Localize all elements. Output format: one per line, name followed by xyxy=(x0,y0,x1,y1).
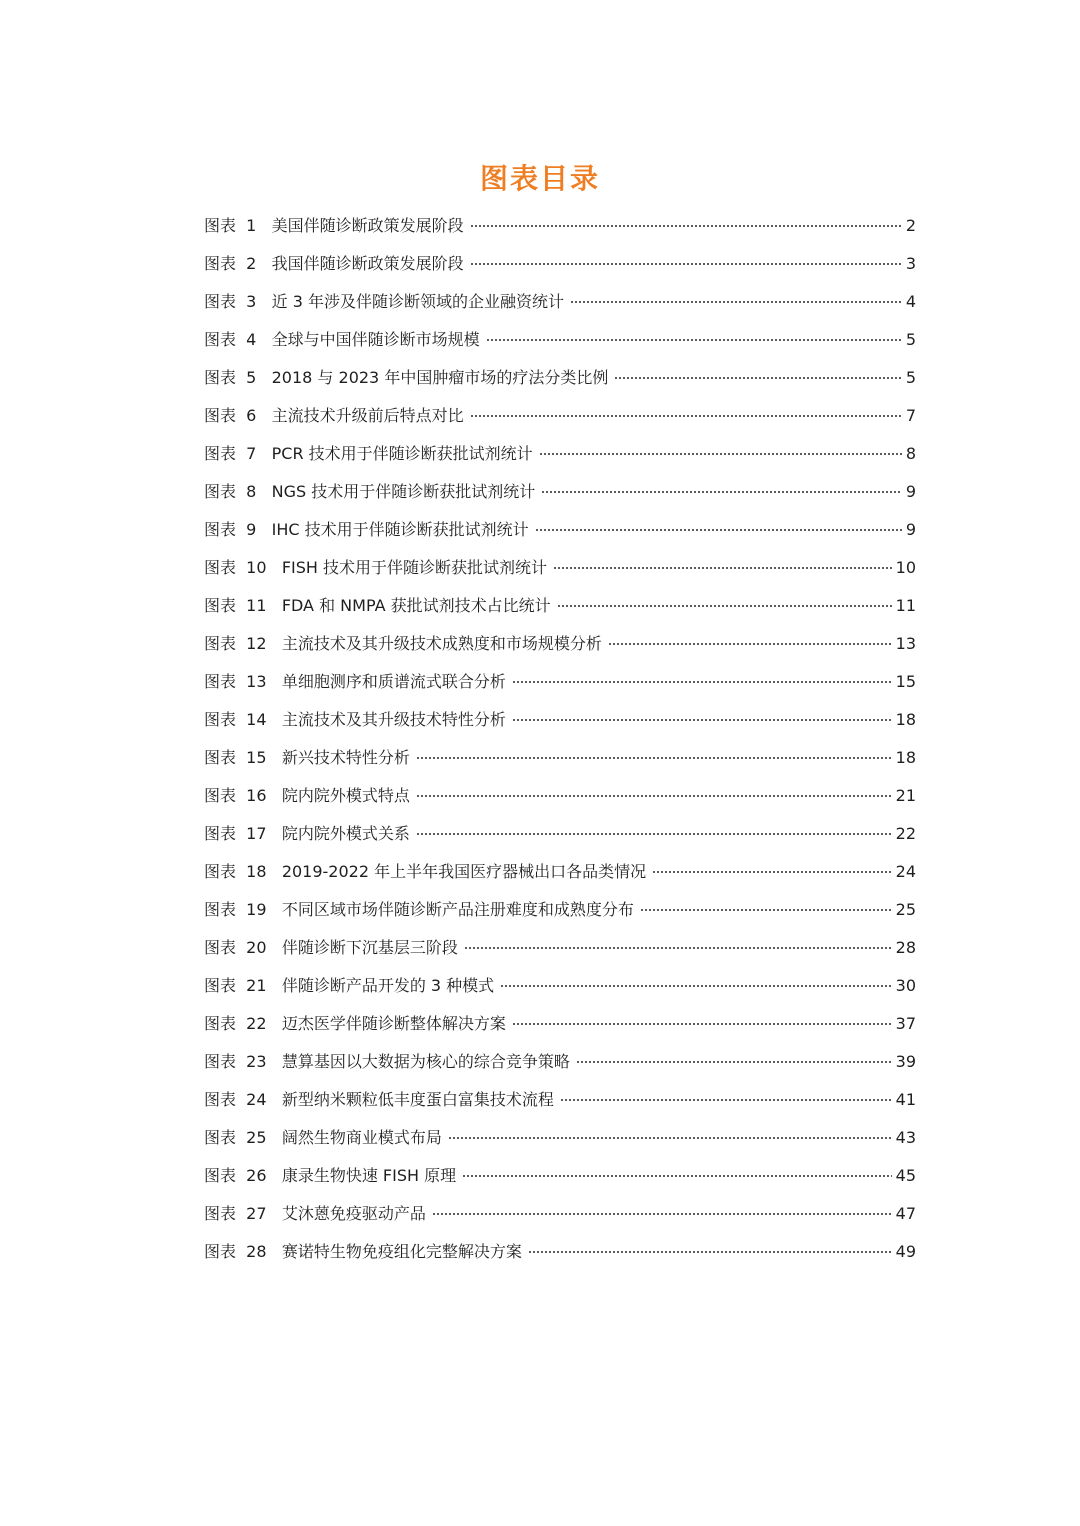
entry-gap xyxy=(267,739,282,777)
figure-number: 图表 20 xyxy=(204,938,267,957)
dot-leader xyxy=(512,1023,892,1025)
entry-gap xyxy=(267,929,282,967)
dot-leader xyxy=(652,871,892,873)
page-number: 4 xyxy=(905,292,916,311)
toc-entry[interactable] xyxy=(204,739,916,777)
page-number: 24 xyxy=(895,862,916,881)
figure-title: 2019-2022 年上半年我国医疗器械出口各品类情况 xyxy=(281,862,647,881)
entry-gap xyxy=(256,207,271,245)
page-number: 45 xyxy=(895,1166,916,1185)
figure-title: FISH 技术用于伴随诊断获批试剂统计 xyxy=(281,558,548,577)
entry-gap xyxy=(267,549,282,587)
dot-leader xyxy=(416,757,892,759)
entry-gap xyxy=(256,473,271,511)
figure-number: 图表 17 xyxy=(204,824,267,843)
entry-gap xyxy=(256,245,271,283)
toc-entry[interactable] xyxy=(204,1119,916,1157)
figure-number: 图表 27 xyxy=(204,1204,267,1223)
toc-entry[interactable] xyxy=(204,815,916,853)
entry-gap xyxy=(267,1195,282,1233)
entry-gap xyxy=(267,1081,282,1119)
dot-leader xyxy=(512,681,892,683)
entry-gap xyxy=(267,891,282,929)
page-number: 47 xyxy=(895,1204,916,1223)
figure-title: 新型纳米颗粒低丰度蛋白富集技术流程 xyxy=(281,1090,554,1109)
toc-entry[interactable] xyxy=(204,549,916,587)
figure-number: 图表 2 xyxy=(204,254,257,273)
dot-leader xyxy=(416,795,892,797)
figure-title: 院内院外模式关系 xyxy=(281,824,410,843)
page-number: 22 xyxy=(895,824,916,843)
figure-number: 图表 28 xyxy=(204,1242,267,1261)
dot-leader xyxy=(470,225,902,227)
figure-number: 图表 25 xyxy=(204,1128,267,1147)
page-number: 3 xyxy=(905,254,916,273)
figure-title: IHC 技术用于伴随诊断获批试剂统计 xyxy=(271,520,529,539)
entry-gap xyxy=(267,1157,282,1195)
entry-gap xyxy=(256,283,271,321)
entry-gap xyxy=(267,701,282,739)
toc-entry[interactable] xyxy=(204,397,916,435)
toc-entry[interactable] xyxy=(204,359,916,397)
toc-entry[interactable] xyxy=(204,853,916,891)
toc-entry[interactable] xyxy=(204,1233,916,1271)
page-number: 30 xyxy=(895,976,916,995)
dot-leader xyxy=(416,833,892,835)
figure-title: 慧算基因以大数据为核心的综合竞争策略 xyxy=(281,1052,570,1071)
figure-title: 不同区域市场伴随诊断产品注册难度和成熟度分布 xyxy=(281,900,634,919)
figure-title: 主流技术及其升级技术特性分析 xyxy=(281,710,506,729)
toc-entry[interactable] xyxy=(204,663,916,701)
dot-leader xyxy=(535,529,902,531)
figure-title: 主流技术升级前后特点对比 xyxy=(271,406,464,425)
figure-number: 图表 11 xyxy=(204,596,267,615)
figure-title: 2018 与 2023 年中国肿瘤市场的疗法分类比例 xyxy=(271,368,609,387)
dot-leader xyxy=(560,1099,892,1101)
entry-gap xyxy=(267,1233,282,1271)
dot-leader xyxy=(432,1213,892,1215)
page-number: 41 xyxy=(895,1090,916,1109)
toc-entry[interactable] xyxy=(204,891,916,929)
entry-gap xyxy=(267,663,282,701)
entry-gap xyxy=(267,1043,282,1081)
entry-gap xyxy=(267,1005,282,1043)
dot-leader xyxy=(500,985,891,987)
toc-entry[interactable] xyxy=(204,1043,916,1081)
page-number: 39 xyxy=(895,1052,916,1071)
figure-title: 迈杰医学伴随诊断整体解决方案 xyxy=(281,1014,506,1033)
figure-number: 图表 4 xyxy=(204,330,257,349)
entry-gap xyxy=(256,321,271,359)
dot-leader xyxy=(640,909,892,911)
toc-entry[interactable] xyxy=(204,473,916,511)
page-number: 18 xyxy=(895,710,916,729)
figure-title: 单细胞测序和质谱流式联合分析 xyxy=(281,672,506,691)
entry-gap xyxy=(267,777,282,815)
page-number: 5 xyxy=(905,330,916,349)
dot-leader xyxy=(470,415,902,417)
dot-leader xyxy=(541,491,902,493)
figure-title: 我国伴随诊断政策发展阶段 xyxy=(271,254,464,273)
figure-title: 新兴技术特性分析 xyxy=(281,748,410,767)
figure-number: 图表 24 xyxy=(204,1090,267,1109)
dot-leader xyxy=(486,339,902,341)
figure-title: PCR 技术用于伴随诊断获批试剂统计 xyxy=(271,444,533,463)
page-number: 11 xyxy=(895,596,916,615)
page-number: 37 xyxy=(895,1014,916,1033)
toc-entry[interactable] xyxy=(204,511,916,549)
dot-leader xyxy=(553,567,892,569)
entry-gap xyxy=(256,511,271,549)
toc-entry[interactable] xyxy=(204,207,916,245)
entry-gap xyxy=(267,815,282,853)
toc-entry[interactable] xyxy=(204,777,916,815)
figure-number: 图表 3 xyxy=(204,292,257,311)
figure-title: 全球与中国伴随诊断市场规模 xyxy=(271,330,480,349)
figure-title: 伴随诊断下沉基层三阶段 xyxy=(281,938,458,957)
entry-gap xyxy=(267,587,282,625)
dot-leader xyxy=(464,947,892,949)
page-number: 28 xyxy=(895,938,916,957)
toc-entry[interactable] xyxy=(204,1005,916,1043)
entry-gap xyxy=(256,435,271,473)
figure-number: 图表 16 xyxy=(204,786,267,805)
page-number: 5 xyxy=(905,368,916,387)
page-number: 10 xyxy=(895,558,916,577)
page-title: 图表目录 xyxy=(479,161,600,195)
figure-number: 图表 9 xyxy=(204,520,257,539)
page-number: 21 xyxy=(895,786,916,805)
figure-number: 图表 15 xyxy=(204,748,267,767)
dot-leader xyxy=(608,643,892,645)
figure-number: 图表 18 xyxy=(204,862,267,881)
page-number: 18 xyxy=(895,748,916,767)
entry-gap xyxy=(256,397,271,435)
page-number: 2 xyxy=(905,216,916,235)
figure-number: 图表 21 xyxy=(204,976,267,995)
figure-number: 图表 22 xyxy=(204,1014,267,1033)
figure-number: 图表 7 xyxy=(204,444,257,463)
figure-title: 康录生物快速 FISH 原理 xyxy=(281,1166,457,1185)
figure-number: 图表 19 xyxy=(204,900,267,919)
page-number: 15 xyxy=(895,672,916,691)
figure-number: 图表 14 xyxy=(204,710,267,729)
page-number: 9 xyxy=(905,520,916,539)
dot-leader xyxy=(539,453,902,455)
entry-gap xyxy=(256,359,271,397)
toc-entry[interactable] xyxy=(204,1157,916,1195)
figure-number: 图表 6 xyxy=(204,406,257,425)
figure-number: 图表 26 xyxy=(204,1166,267,1185)
toc-entry[interactable] xyxy=(204,967,916,1005)
figure-number: 图表 12 xyxy=(204,634,267,653)
page-number: 49 xyxy=(895,1242,916,1261)
toc-entry[interactable] xyxy=(204,1081,916,1119)
toc-entry[interactable] xyxy=(204,587,916,625)
figure-title: 近 3 年涉及伴随诊断领域的企业融资统计 xyxy=(271,292,564,311)
toc-entry[interactable] xyxy=(204,929,916,967)
figure-title: 艾沐蒽免疫驱动产品 xyxy=(281,1204,426,1223)
figure-number: 图表 8 xyxy=(204,482,257,501)
figure-title: 伴随诊断产品开发的 3 种模式 xyxy=(281,976,495,995)
page-number: 8 xyxy=(905,444,916,463)
entry-gap xyxy=(267,853,282,891)
dot-leader xyxy=(512,719,892,721)
figure-title: 阔然生物商业模式布局 xyxy=(281,1128,442,1147)
toc-entry[interactable] xyxy=(204,245,916,283)
figure-number: 图表 10 xyxy=(204,558,267,577)
page-number: 25 xyxy=(895,900,916,919)
toc-entry[interactable] xyxy=(204,1195,916,1233)
toc-entry[interactable] xyxy=(204,701,916,739)
page-number: 7 xyxy=(905,406,916,425)
figure-number: 图表 23 xyxy=(204,1052,267,1071)
figure-title: 赛诺特生物免疫组化完整解决方案 xyxy=(281,1242,522,1261)
figure-number: 图表 1 xyxy=(204,216,257,235)
page-number: 9 xyxy=(905,482,916,501)
figure-number: 图表 13 xyxy=(204,672,267,691)
dot-leader xyxy=(614,377,901,379)
figure-index-list xyxy=(204,207,916,1271)
toc-entry[interactable] xyxy=(204,435,916,473)
figure-title: FDA 和 NMPA 获批试剂技术占比统计 xyxy=(281,596,551,615)
entry-gap xyxy=(267,1119,282,1157)
figure-title: 美国伴随诊断政策发展阶段 xyxy=(271,216,464,235)
entry-gap xyxy=(267,967,282,1005)
figure-title: 院内院外模式特点 xyxy=(281,786,410,805)
page-number: 43 xyxy=(895,1128,916,1147)
toc-entry[interactable] xyxy=(204,321,916,359)
toc-entry[interactable] xyxy=(204,625,916,663)
figure-title: NGS 技术用于伴随诊断获批试剂统计 xyxy=(271,482,536,501)
dot-leader xyxy=(462,1175,892,1177)
page-number: 13 xyxy=(895,634,916,653)
entry-gap xyxy=(267,625,282,663)
dot-leader xyxy=(528,1251,892,1253)
figure-title: 主流技术及其升级技术成熟度和市场规模分析 xyxy=(281,634,602,653)
dot-leader xyxy=(557,605,892,607)
dot-leader xyxy=(470,263,902,265)
dot-leader xyxy=(448,1137,892,1139)
dot-leader xyxy=(576,1061,892,1063)
toc-entry[interactable] xyxy=(204,283,916,321)
dot-leader xyxy=(570,301,902,303)
figure-number: 图表 5 xyxy=(204,368,257,387)
